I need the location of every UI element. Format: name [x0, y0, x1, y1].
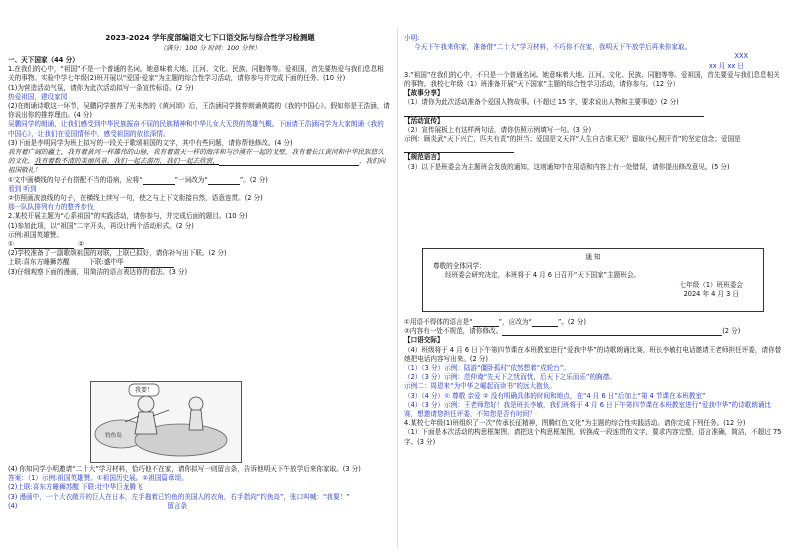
question-4: 4.某校七年级(1)班组织了一次“传承长征精神，图腾红色文化”为主题的综合性实践活动。请你完成下列任务。(12 分)	[404, 419, 746, 428]
section-heading: 一、天下国家（44 分）	[8, 56, 79, 64]
left-column	[8, 56, 390, 277]
answer-2-4: (4) 留言条	[8, 501, 188, 510]
poem-text: 我有着广阔的疆土，我有着黄河一样雄伟的山脉，我有着蓝天一样的海洋和与沙漠在一起的戈壁，我有着长江黄河和中华民族悠久的文化，我有着数不清的美丽风景，我们一起去游历，我们一起去欣赏， ，我们向祖国敬礼！	[8, 148, 386, 175]
question-1: 1.在我们的心中，“祖国”不是一个普通的名词。她意味着大地、江河、文化、民族、同胞等等。爱祖国，首先要热爱与我们息息相关的事物。实验中学七年级(2)班开展以“爱国·爱家”为主题的综合性学习活动，请你参与并完成下面的任务。(10 分)	[8, 65, 384, 83]
cartoon-drawing	[91, 382, 241, 462]
question-1-3: (3)下面是李明同学为班上拟写的一段关于歌颂祖国的文字，其中有些问题，请你帮他修改。(4 分)	[8, 138, 293, 147]
page-subtitle: （满分：100 分 时间：100 分钟）	[159, 44, 261, 52]
oral-heading: 【口语交际】	[404, 336, 444, 345]
answers-2: 答案：（1）示例:祖国英雄赞。①祖国历史展。②祖国篇章颂。	[8, 474, 188, 483]
question-1-3-b: ②仿照画波浪线的句子，在横线上续写一句，使之与上下文衔接自然，语意连贯。(2 分)	[8, 194, 263, 203]
note-name: XXX	[734, 52, 748, 61]
question-2: 2.某校开展主题为“心系祖国”的实践活动，请你参与，并完成后面的题目。(10 分)	[8, 212, 248, 221]
notice-title: 通 知	[585, 253, 601, 261]
oral-question: （4）班级将于 4 月 6 日下午第四节课在本班教室进行“爱我中华”的诗歌朗诵比赛，班长李敏打电话邀请王老师担任评委，请你替她把电话内容写出来。(2 分)	[404, 345, 782, 363]
question-2-1: (1)参加此项，以“祖国”二字开头，再设计两个活动形式。(2 分)	[8, 221, 194, 230]
answer-1-1: 热爱祖国，建设家园	[8, 92, 68, 101]
notice-box	[422, 248, 764, 312]
notice-q2: ②内容有一处不规范，请你修改。 (2 分)	[404, 327, 741, 336]
blank-row: ① ②	[8, 240, 390, 249]
answer-2-3: (3) 漫画中，一个大衣敞开的巨人在日本，左手拖着已钓鱼的美国人的衣角，右手指向“钓鱼岛”，张口叫喊：“我要！”	[8, 492, 350, 501]
question-2-4: (4) 你知同学小明邀请“二十大”学习材料，恰巧他不在家，请你拟写一则留言条，告诉他明天下午放学后来你家取。(3 分)	[8, 465, 361, 473]
notice-q1: ①用语不得体的语言是“ ”，应改为“ ”。(2 分)	[404, 318, 586, 326]
note-date: xx 月 xx 日	[708, 61, 744, 70]
promo-question: （2）宣传展板上有这样两句话，请你仿照示例填写一句。(3 分)	[404, 125, 592, 134]
notice-body: 经班委会研究决定，本班将于 4 月 6 日召开“天下国家”主题班会。	[445, 271, 641, 280]
answer-2-2: (2)上联:喜东方睡狮苏醒 下联:壮中华巨龙腾飞	[8, 483, 143, 492]
promo-example: 示例：顾炎武“天下兴亡，匹夫有责”的担当；爱国是文天祥“人生自古谁无死？留取丹心照汗青”的坚定信念；爱国是	[404, 135, 784, 153]
answer-line	[404, 108, 784, 117]
question-3: 3.“祖国”在我们的心中，不只是一个普通名词。她意味着大地、江河、文化、民族、同胞等等。爱祖国，首先要爱与我们息息相关的事物。我校七年级（1）班准备开展“天下国家”主题的综合性学习活动，请你参与。（12 分）	[404, 70, 780, 89]
left-column-bottom	[8, 465, 390, 511]
cartoon-image	[90, 381, 242, 463]
story-heading: 【故事分享】	[404, 89, 444, 98]
answer-3-4: （4）（3 分）示例：王老师您好！我是班长李敏，我们班将于 4 月 6 日下午第四节课在本班教室进行“爱我中华”的诗歌朗诵比赛，想邀请您担任评委，不知您是否有时间？	[404, 400, 772, 419]
note-greeting: 小明:	[404, 34, 420, 42]
notice-date: 2024 年 4 月 3 日	[683, 289, 739, 298]
answer-3-3: （3）（4 分）① 尊敬 亲爱 ② 没有明确具体的时间和地点，在“4 月 6 日”后加上“第 4 节课在本班教室”	[404, 391, 706, 400]
answer-3-1: （1）（3 分）示例：陆游“僵卧孤村”依然想着“戍轮台”。	[404, 364, 570, 373]
answer-1-2: 吴鹏同学的朗诵，让我们感受到中华民族振奋不屈的民族精神和中华儿女大无畏的英雄气概。下面请王浩涵同学为大家朗诵《我的中国心》，让我们在爱国情怀中，感受祖国的依依深情。	[8, 120, 384, 138]
column-divider	[397, 28, 398, 548]
page-title: 2023-2024 学年度部编语文七下口语交际与综合性学习检测题	[105, 33, 315, 42]
answer-1-3-b: 那一队队排列有力的整齐步伐	[8, 203, 94, 212]
notice-to: 尊敬的全体同学：	[433, 262, 486, 271]
right-column-bottom	[404, 318, 784, 447]
notice-sign: 七年级（1）班班委会	[679, 280, 743, 289]
question-1-1: (1)为营造活动气氛，请你为此次活动拟写一条宣传标语。(2 分)	[8, 83, 194, 92]
promo-heading: 【活动宣传】	[404, 116, 444, 125]
answer-1-3-a: 看到 听到	[8, 184, 37, 193]
cartoon-speech: 我要！	[135, 387, 154, 394]
example-2-1: 示例:祖国英雄赞。	[8, 230, 63, 239]
question-2-3: (3)仔细观察下面的漫画，用简洁的语言表达你的看法。(3 分)	[8, 267, 188, 276]
answer-3-2b: 示例二：周恩来“为中华之崛起而读书”的远大抱负。	[404, 382, 556, 391]
story-question: （1）请你为此次活动准备个爱国人物故事。(不超过 15 字，要求说出人物和主要事迹）(2 分)	[404, 98, 679, 107]
question-1-3-a: ①文中画横线的句子有搭配不当的语病，应将“ ”一词改为“ ”。(2 分)	[8, 175, 268, 184]
right-column	[404, 34, 784, 172]
question-4-1: （1）下面是本次活动的构思框架图，请把这个构思框架图，转换成一段连贯的文字，要求内容完整，语言准确，简洁，不超过 75 字。(3 分)	[404, 428, 782, 446]
question-1-2: (2)在朗诵诗歌这一环节，吴鹏同学推荐了光未然的《黄河颂》后，王浩涵同学推荐朗诵黄霞的《我的中国心》。假如你是王浩涵，请你说出你的推荐理由。(4 分)	[8, 102, 390, 120]
notice-heading: 【规范语言】	[404, 153, 444, 162]
notice-question: （3）以下是班委会为主题班会发放的通知，这则通知中在用语和内容上有一处错误，请你提出修改意见。(5 分)	[404, 162, 730, 171]
couplet: 上联:喜东方睡狮苏醒 下联:盛中华	[8, 258, 390, 267]
cartoon-label: 钓鱼岛	[105, 433, 122, 439]
note-body: 今天下午我来你家，准备借“二十大”学习材料，不巧你不在家，我明天下午放学后再来你家取。	[414, 43, 692, 52]
question-2-2: (2)学校准备了一副歌颂祖国的对联，上联已拟好，请你补写出下联。(2 分)	[8, 249, 227, 258]
answer-3-2: （2）（3 分）示例：范仲淹“先天下之忧而忧，后天下之乐而乐”的胸襟。	[404, 373, 616, 382]
